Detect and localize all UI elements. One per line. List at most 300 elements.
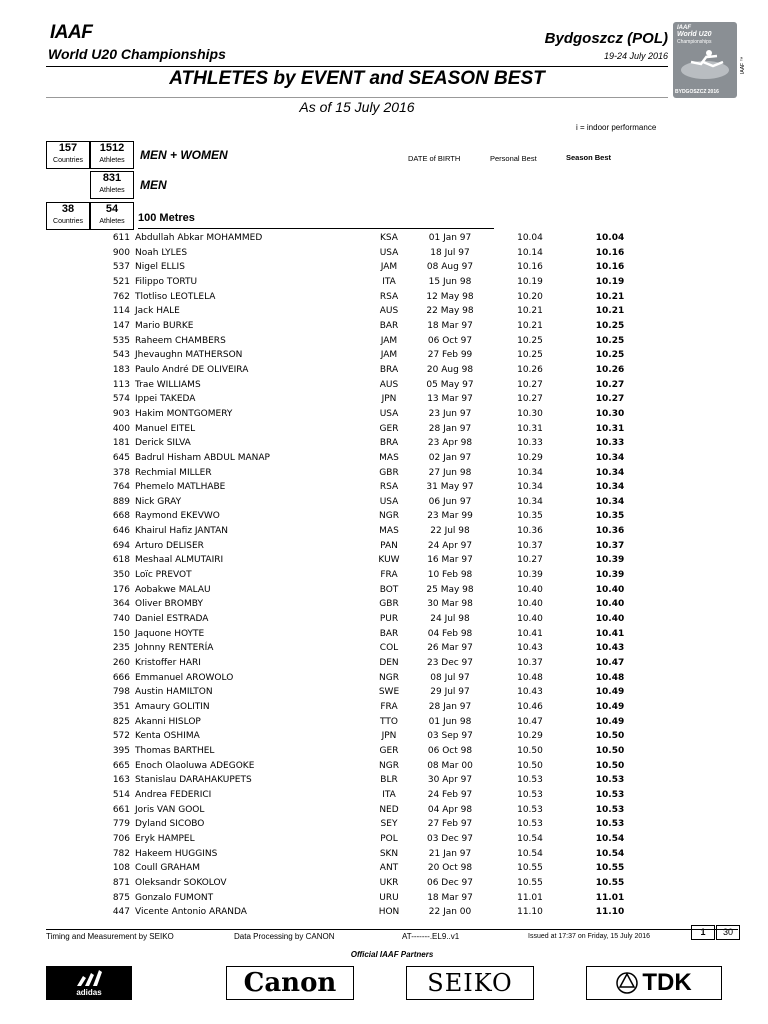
athlete-bib: 665 [112,760,130,771]
athlete-nation: POL [380,833,398,844]
athlete-nation: BRA [379,364,399,375]
athlete-season-best: 10.40 [595,614,625,625]
partners-label: Official IAAF Partners [350,950,434,959]
athlete-bib: 903 [112,408,130,419]
adidas-logo [46,966,132,1000]
athlete-name: Raymond EKEVWO [135,511,220,522]
athlete-name: Daniel ESTRADA [135,614,209,625]
table-row [100,363,655,378]
athlete-nation: JPN [381,731,397,742]
athletes-table-body [100,231,655,920]
athlete-dob: 30 Apr 97 [427,775,473,786]
athlete-bib: 395 [112,745,130,756]
athlete-season-best: 10.34 [595,482,625,493]
athlete-season-best: 10.50 [595,731,625,742]
athlete-season-best: 10.25 [595,320,625,331]
athlete-season-best: 10.40 [595,599,625,610]
athlete-dob: 08 Jul 97 [430,672,470,683]
men-athletes-count: 831 [102,172,122,184]
athlete-personal-best: 10.25 [517,335,543,346]
athlete-name: Oliver BROMBY [135,599,203,610]
athlete-bib: 183 [112,364,130,375]
athlete-dob: 10 Feb 98 [427,570,473,581]
men-women-label: MEN + WOMEN [140,148,228,162]
athlete-bib: 163 [112,775,130,786]
athlete-dob: 23 Dec 97 [426,658,474,669]
athlete-name: Tlotliso LEOTLELA [135,291,216,302]
athlete-dob: 29 Jul 97 [430,687,470,698]
athlete-name: Arturo DELISER [135,540,204,551]
athlete-nation: GBR [379,599,399,610]
athlete-dob: 12 May 98 [426,291,474,302]
athlete-nation: GER [379,745,399,756]
event-divider [138,228,494,229]
table-row [100,509,655,524]
athlete-bib: 668 [112,511,130,522]
athlete-bib: 666 [112,672,130,683]
as-of-date: As of 15 July 2016 [299,99,415,115]
athlete-season-best: 10.48 [595,672,625,683]
table-row [100,319,655,334]
athlete-bib: 762 [112,291,130,302]
athlete-bib: 825 [112,716,130,727]
table-row [100,729,655,744]
athlete-personal-best: 10.29 [517,731,543,742]
athlete-dob: 23 Mar 99 [427,511,473,522]
total-countries-box [46,141,90,169]
athlete-name: Hakim MONTGOMERY [135,408,233,419]
athlete-season-best: 10.43 [595,643,625,654]
athlete-nation: BRA [379,438,399,449]
athlete-season-best: 10.55 [595,877,625,888]
athlete-dob: 23 Jun 97 [428,408,472,419]
athlete-dob: 22 Jan 00 [428,907,472,918]
athlete-bib: 782 [112,848,130,859]
logo-iaaf-text: IAAF [677,25,691,31]
athlete-dob: 03 Sep 97 [427,731,473,742]
athlete-personal-best: 10.35 [517,511,543,522]
athlete-name: Khairul Hafiz JANTAN [135,526,228,537]
athlete-personal-best: 10.34 [517,496,543,507]
athlete-name: Austin HAMILTON [135,687,213,698]
athlete-personal-best: 11.01 [517,892,543,903]
athlete-name: Jhevaughn MATHERSON [135,350,243,361]
event-athletes-count: 54 [105,203,119,215]
athlete-dob: 06 Oct 97 [427,335,473,346]
event-countries-count: 38 [61,203,75,215]
athlete-bib: 260 [112,658,130,669]
total-athletes-box [90,141,134,169]
athlete-personal-best: 10.47 [517,716,543,727]
athlete-season-best: 10.25 [595,350,625,361]
athlete-nation: UKR [379,877,399,888]
athlete-bib: 181 [112,438,130,449]
table-row [100,627,655,642]
event-title: 100 Metres [138,212,195,224]
athlete-season-best: 10.40 [595,584,625,595]
athlete-dob: 18 Jul 97 [430,247,470,258]
athlete-nation: RSA [379,291,399,302]
athlete-dob: 06 Oct 98 [427,745,473,756]
athlete-nation: ITA [382,789,396,800]
athlete-nation: SKN [379,848,399,859]
athlete-personal-best: 10.25 [517,350,543,361]
athletes-label: Athletes [99,187,125,194]
table-row [100,861,655,876]
canon-logo [226,966,354,1000]
athlete-nation: NED [379,804,399,815]
athlete-nation: RSA [379,482,399,493]
athlete-dob: 30 Mar 98 [427,599,473,610]
athlete-nation: GBR [379,467,399,478]
athlete-season-best: 10.47 [595,658,625,669]
athlete-season-best: 10.19 [595,276,625,287]
athlete-season-best: 11.01 [595,892,625,903]
athlete-nation: KUW [378,555,400,566]
athlete-bib: 889 [112,496,130,507]
athlete-nation: MAS [379,452,399,463]
tdk-emblem-icon [616,972,638,994]
athlete-personal-best: 10.53 [517,775,543,786]
athlete-personal-best: 10.20 [517,291,543,302]
athlete-name: Hakeem HUGGINS [135,848,218,859]
athlete-season-best: 10.37 [595,540,625,551]
athlete-nation: JPN [381,394,397,405]
table-row [100,524,655,539]
athlete-season-best: 10.33 [595,438,625,449]
athlete-season-best: 10.36 [595,526,625,537]
athlete-personal-best: 10.16 [517,262,543,273]
athlete-nation: AUS [379,306,399,317]
athlete-season-best: 10.34 [595,467,625,478]
athlete-dob: 22 May 98 [426,306,474,317]
athlete-name: Oleksandr SOKOLOV [135,877,227,888]
men-label: MEN [140,178,167,192]
athlete-name: Joris VAN GOOL [135,804,205,815]
tdk-logo [586,966,722,1000]
athlete-season-best: 10.31 [595,423,625,434]
athlete-personal-best: 10.14 [517,247,543,258]
table-row [100,407,655,422]
athlete-dob: 24 Feb 97 [427,789,473,800]
athlete-personal-best: 10.55 [517,863,543,874]
athlete-season-best: 10.26 [595,364,625,375]
athlete-name: Amaury GOLITIN [135,702,210,712]
athlete-nation: USA [379,496,399,507]
table-row [100,436,655,451]
athlete-dob: 04 Apr 98 [427,804,473,815]
athlete-dob: 27 Feb 99 [427,350,473,361]
athlete-personal-best: 10.29 [517,452,543,463]
athlete-bib: 900 [112,247,130,258]
athlete-dob: 18 Mar 97 [427,892,473,903]
athlete-name: Ippei TAKEDA [135,394,196,405]
issued-timestamp: Issued at 17:37 on Friday, 15 July 2016 [528,933,651,940]
athlete-name: Loïc PREVOT [135,570,192,581]
table-row [100,553,655,568]
table-row [100,392,655,407]
athlete-season-best: 10.53 [595,775,625,786]
athlete-dob: 05 May 97 [426,379,474,390]
athlete-dob: 08 Aug 97 [426,262,474,273]
athlete-dob: 18 Mar 97 [427,320,473,331]
athlete-nation: GER [379,423,399,434]
athletes-label: Athletes [99,157,125,164]
table-row [100,773,655,788]
athlete-bib: 176 [112,584,130,595]
athlete-personal-best: 10.41 [517,628,543,639]
logo-bottom-text: BYDGOSZCZ 2016 [675,89,719,95]
table-row [100,641,655,656]
table-row [100,700,655,715]
table-row [100,847,655,862]
athlete-season-best: 10.49 [595,687,625,698]
table-row [100,466,655,481]
athlete-dob: 06 Jun 97 [428,496,472,507]
report-code: AT-------.EL9..v1 [402,932,460,941]
table-row [100,744,655,759]
athlete-dob: 23 Apr 98 [427,438,473,449]
athlete-name: Kenta OSHIMA [135,731,200,742]
athlete-personal-best: 10.43 [517,687,543,698]
athlete-season-best: 10.49 [595,716,625,727]
athlete-bib: 113 [112,379,130,390]
athlete-personal-best: 10.27 [517,379,543,390]
athlete-personal-best: 10.21 [517,306,543,317]
table-row [100,583,655,598]
athlete-bib: 572 [112,731,130,742]
athlete-bib: 871 [112,877,130,888]
athlete-personal-best: 10.04 [517,233,543,243]
athlete-nation: COL [379,643,399,654]
canon-wordmark: Canon [243,968,337,998]
athlete-season-best: 10.30 [595,408,625,419]
athlete-name: Eryk HAMPEL [135,833,195,844]
athlete-name: Kristoffer HARI [135,658,201,669]
athlete-name: Noah LYLES [135,247,188,258]
total-pages: 30 [716,925,740,940]
athlete-season-best: 10.54 [595,848,625,859]
table-row [100,275,655,290]
athlete-bib: 535 [112,335,130,346]
athlete-season-best: 10.21 [595,306,625,317]
athlete-bib: 543 [112,350,130,361]
athlete-name: Nick GRAY [135,496,182,507]
athlete-name: Manuel EITEL [135,423,196,434]
athlete-nation: MAS [379,526,399,537]
athlete-nation: BAR [379,628,399,639]
table-row [100,422,655,437]
athlete-personal-best: 10.27 [517,555,543,566]
athlete-bib: 108 [112,863,130,874]
table-row [100,788,655,803]
athlete-dob: 16 Mar 97 [427,555,473,566]
athlete-season-best: 10.54 [595,833,625,844]
table-row [100,876,655,891]
athlete-nation: HON [378,907,400,918]
athlete-nation: USA [379,247,399,258]
athlete-dob: 26 Mar 97 [427,643,473,654]
event-athletes-box [90,202,134,230]
table-row [100,597,655,612]
table-row [100,612,655,627]
side-iaaf-mark: IAAF ™ [740,56,746,74]
athlete-nation: BOT [379,584,399,595]
athlete-season-best: 10.50 [595,760,625,771]
athlete-personal-best: 10.37 [517,540,543,551]
table-row [100,290,655,305]
championship-logo [673,22,737,98]
athlete-bib: 694 [112,540,130,551]
athlete-bib: 740 [112,614,130,625]
table-row [100,759,655,774]
athlete-dob: 24 Apr 97 [427,540,473,551]
athlete-nation: AUS [379,379,399,390]
table-row [100,304,655,319]
countries-label: Countries [53,218,83,225]
table-row [100,348,655,363]
athlete-bib: 875 [112,892,130,903]
athlete-personal-best: 10.33 [517,438,543,449]
athlete-season-best: 10.49 [595,702,625,712]
hurdler-icon [679,48,731,80]
athlete-name: Dyland SICOBO [135,819,205,830]
athlete-nation: BLR [380,775,398,786]
athlete-name: Akanni HISLOP [135,716,201,727]
table-row [100,246,655,261]
table-row [100,891,655,906]
athlete-name: Nigel ELLIS [135,262,185,273]
athlete-season-best: 10.50 [595,745,625,756]
athlete-dob: 31 May 97 [426,482,474,493]
athlete-bib: 351 [112,702,130,712]
athlete-bib: 147 [112,320,130,331]
athlete-name: Mario BURKE [135,320,194,331]
athlete-bib: 764 [112,482,130,493]
timing-credit: Timing and Measurement by SEIKO [46,932,174,941]
athlete-personal-best: 10.50 [517,745,543,756]
table-row [100,832,655,847]
athlete-bib: 706 [112,833,130,844]
page-title: ATHLETES by EVENT and SEASON BEST [169,68,545,89]
athlete-bib: 235 [112,643,130,654]
athlete-nation: JAM [380,335,398,346]
athlete-dob: 27 Feb 97 [427,819,473,830]
tdk-wordmark: TDK [642,969,692,996]
athlete-personal-best: 10.53 [517,819,543,830]
athlete-dob: 20 Oct 98 [427,863,473,874]
athlete-season-best: 10.27 [595,379,625,390]
total-countries-count: 157 [58,142,78,154]
countries-label: Countries [53,157,83,164]
athlete-bib: 150 [112,628,130,639]
data-credit: Data Processing by CANON [234,932,335,941]
athlete-dob: 28 Jan 97 [428,702,472,712]
athlete-personal-best: 10.34 [517,482,543,493]
athlete-personal-best: 10.39 [517,570,543,581]
athlete-name: Derick SILVA [135,438,191,449]
athlete-name: Raheem CHAMBERS [135,335,226,346]
table-row [100,451,655,466]
athlete-personal-best: 10.30 [517,408,543,419]
athletes-label: Athletes [99,218,125,225]
athlete-bib: 514 [112,789,130,800]
athlete-bib: 350 [112,570,130,581]
athlete-dob: 15 Jun 98 [428,276,472,287]
athlete-bib: 114 [112,306,130,317]
table-row [100,568,655,583]
athlete-dob: 08 Mar 00 [427,760,473,771]
athlete-dob: 01 Jan 97 [428,233,472,243]
athlete-personal-best: 10.53 [517,789,543,800]
athlete-personal-best: 10.21 [517,320,543,331]
athlete-name: Abdullah Abkar MOHAMMED [135,233,263,243]
athlete-name: Vicente Antonio ARANDA [135,907,247,918]
athlete-name: Andrea FEDERICI [135,789,212,800]
athlete-season-best: 10.27 [595,394,625,405]
athlete-dob: 22 Jul 98 [430,526,470,537]
athlete-nation: NGR [379,760,399,771]
adidas-stripes-icon [74,970,104,986]
athlete-personal-best: 10.43 [517,643,543,654]
athlete-season-best: 10.35 [595,511,625,522]
iaaf-logo: IAAF [50,22,93,43]
athlete-season-best: 10.16 [595,262,625,273]
athlete-dob: 01 Jun 98 [428,716,472,727]
table-row [100,656,655,671]
athletes-table [100,231,655,920]
athlete-bib: 378 [112,467,130,478]
athlete-bib: 646 [112,526,130,537]
athlete-season-best: 10.53 [595,804,625,815]
page-number: 1 [691,925,715,940]
event-countries-box [46,202,90,230]
table-row [100,803,655,818]
athlete-name: Thomas BARTHEL [135,745,215,756]
table-row [100,378,655,393]
athlete-dob: 06 Dec 97 [426,877,474,888]
athlete-season-best: 10.25 [595,335,625,346]
pb-column-header: Personal Best [490,154,537,163]
athlete-name: Enoch Olaoluwa ADEGOKE [135,760,255,771]
athlete-dob: 27 Jun 98 [428,467,472,478]
table-row [100,671,655,686]
event-dates: 19-24 July 2016 [603,51,668,61]
athlete-dob: 04 Feb 98 [427,628,473,639]
table-row [100,905,655,920]
athlete-name: Meshaal ALMUTAIRI [135,555,224,566]
athlete-personal-best: 10.40 [517,584,543,595]
logo-sub-text: Championships [677,39,712,45]
athlete-nation: DEN [379,658,399,669]
athlete-bib: 537 [112,262,130,273]
athlete-bib: 574 [112,394,130,405]
athlete-nation: FRA [380,570,398,581]
footer-divider [46,929,738,930]
athlete-season-best: 10.39 [595,570,625,581]
table-row [100,480,655,495]
athlete-dob: 13 Mar 97 [427,394,473,405]
athlete-name: Trae WILLIAMS [135,379,201,390]
athlete-personal-best: 10.34 [517,467,543,478]
athlete-season-best: 10.34 [595,452,625,463]
indoor-note: i = indoor performance [576,123,657,132]
athlete-nation: JAM [380,262,398,273]
athlete-name: Gonzalo FUMONT [135,892,214,903]
athlete-bib: 618 [112,555,130,566]
seiko-wordmark: SEIKO [427,969,513,997]
athlete-season-best: 10.41 [595,628,625,639]
